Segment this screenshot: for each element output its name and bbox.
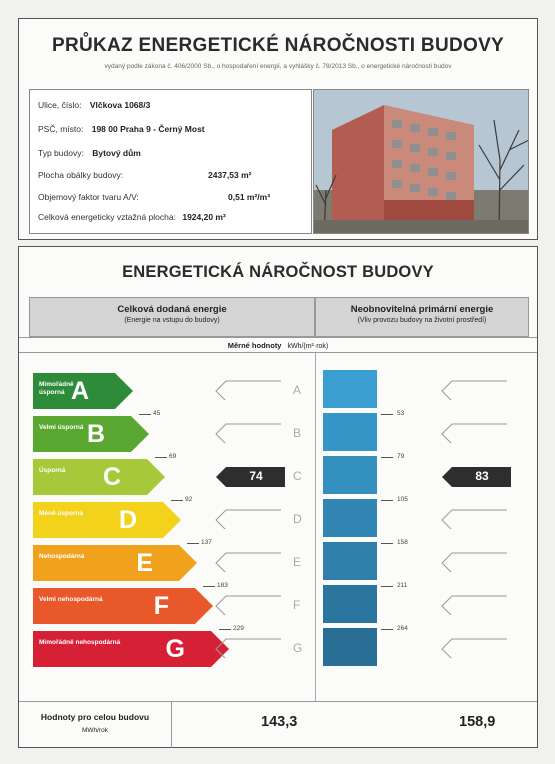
primary-energy-subtitle: (Vliv provozu budovy na životní prostředí) [357,317,487,324]
class-band-e [33,545,179,581]
left-empty-marker-g [215,638,281,658]
class-label-f: Velmi nehospodárná [39,596,103,603]
class-letter-e: E [136,549,153,577]
units-label: Měrné hodnoty [227,341,282,350]
right-empty-marker-g [441,638,507,658]
class-band-a [33,373,115,409]
left-tick-label: 137 [201,539,212,546]
class-label-d: Méně úsporná [39,510,84,517]
building-info-box [29,89,312,234]
units-value: kWh/(m²·rok) [287,343,329,350]
primary-energy-segment-f [323,585,377,623]
primary-energy-segment-a [323,370,377,408]
class-label-b: Velmi úsporná [39,424,84,431]
left-scale-letter-g: G [293,641,303,655]
class-label-e: Nehospodárná [39,553,85,560]
zip-value: 198 00 Praha 9 - Černý Most [91,124,205,134]
right-tick-line [381,414,393,415]
zip-label: PSČ, místo: [38,124,84,134]
area-label: Celková energeticky vztažná plocha: [38,212,176,222]
left-tick-line [155,457,167,458]
document-subtitle: vydaný podle zákona č. 406/2000 Sb., o hospodaření energií, a vyhlášky č. 78/2013 Sb., o energetické náročnosti budov [104,63,452,70]
right-empty-marker-b [441,423,507,443]
left-scale-letter-b: B [293,426,302,440]
left-tick-label: 183 [217,582,228,589]
left-empty-marker-a [215,380,281,400]
left-tick-label: 229 [233,625,244,632]
class-band-f [33,588,195,624]
address-value: Vlčkova 1068/3 [89,100,151,110]
right-tick-line [381,629,393,630]
right-tick-label: 79 [397,453,405,460]
totals-label: Hodnoty pro celou budovu [40,712,150,722]
left-tick-label: 92 [185,496,193,503]
right-tick-line [381,586,393,587]
class-band-g [33,631,211,667]
left-tick-line [219,629,231,630]
left-scale-letter-e: E [293,555,302,569]
class-letter-g: G [165,635,185,663]
total-primary-energy: 158,9 [459,714,496,730]
right-tick-label: 105 [397,496,408,503]
delivered-energy-subtitle: (Energie na vstupu do budovy) [124,317,220,324]
class-label-g: Mimořádně nehospodárná [39,639,121,646]
primary-energy-header [315,297,529,337]
right-empty-marker-f [441,595,507,615]
left-empty-marker-f [215,595,281,615]
type-label: Typ budovy: [38,148,84,158]
column-divider [315,353,316,701]
left-tick-line [187,543,199,544]
totals-unit: MWh/rok [82,727,108,734]
class-band-d [33,502,163,538]
primary-energy-title: Neobnovitelná primární energie [350,304,494,315]
rating-section [18,246,538,748]
header-section [18,18,538,240]
class-arrow-b [131,416,149,452]
units-row [19,337,537,353]
left-scale-letter-f: F [293,598,301,612]
class-band-c [33,459,147,495]
primary-energy-segment-e [323,542,377,580]
class-arrow-c [147,459,165,495]
class-letter-c: C [102,463,121,491]
class-arrow-a [115,373,133,409]
totals-divider [171,702,172,748]
left-empty-marker-b [215,423,281,443]
document-title: PRŮKAZ ENERGETICKÉ NÁROČNOSTI BUDOVY [51,35,505,56]
left-tick-label: 45 [153,410,161,417]
delivered-energy-title: Celková dodaná energie [117,304,227,315]
totals-row [19,701,537,747]
primary-energy-segment-g [323,628,377,666]
shape-factor-value: 0,51 m²/m³ [228,192,271,202]
left-empty-marker-d [215,509,281,529]
right-tick-line [381,543,393,544]
left-scale-letter-a: A [293,383,302,397]
right-tick-line [381,500,393,501]
left-tick-line [203,586,215,587]
building-photo [313,89,529,234]
envelope-label: Plocha obálky budovy: [38,170,124,180]
right-tick-label: 211 [397,582,408,589]
left-tick-line [139,414,151,415]
class-label-a: Mimořádně úsporná [39,381,74,396]
rating-title: ENERGETICKÁ NÁROČNOST BUDOVY [122,263,434,281]
left-empty-marker-e [215,552,281,572]
right-empty-marker-d [441,509,507,529]
class-letter-d: D [118,506,137,534]
right-empty-marker-e [441,552,507,572]
right-value-text: 83 [475,469,489,483]
class-letter-a: A [70,377,89,405]
left-tick-label: 69 [169,453,177,460]
class-arrow-f [195,588,213,624]
class-band-b [33,416,131,452]
total-delivered-energy: 143,3 [261,714,298,730]
primary-energy-segment-d [323,499,377,537]
right-tick-label: 158 [397,539,408,546]
delivered-energy-header [29,297,315,337]
left-value-text: 74 [249,469,263,483]
primary-energy-segment-b [323,413,377,451]
left-tick-line [171,500,183,501]
class-letter-b: B [86,420,105,448]
right-tick-line [381,457,393,458]
primary-energy-segment-c [323,456,377,494]
right-empty-marker-a [441,380,507,400]
address-label: Ulice, číslo: [38,100,82,110]
right-tick-label: 264 [397,625,408,632]
class-arrow-d [163,502,181,538]
shape-factor-label: Objemový faktor tvaru A/V: [38,192,139,202]
envelope-value: 2437,53 m² [208,170,252,180]
left-scale-letter-d: D [293,512,302,526]
class-label-c: Úsporná [39,467,66,474]
class-letter-f: F [153,592,169,620]
class-arrow-e [179,545,197,581]
type-value: Bytový dům [92,148,141,158]
right-tick-label: 53 [397,410,405,417]
area-value: 1924,20 m² [182,212,226,222]
left-scale-letter-c: C [293,469,302,483]
